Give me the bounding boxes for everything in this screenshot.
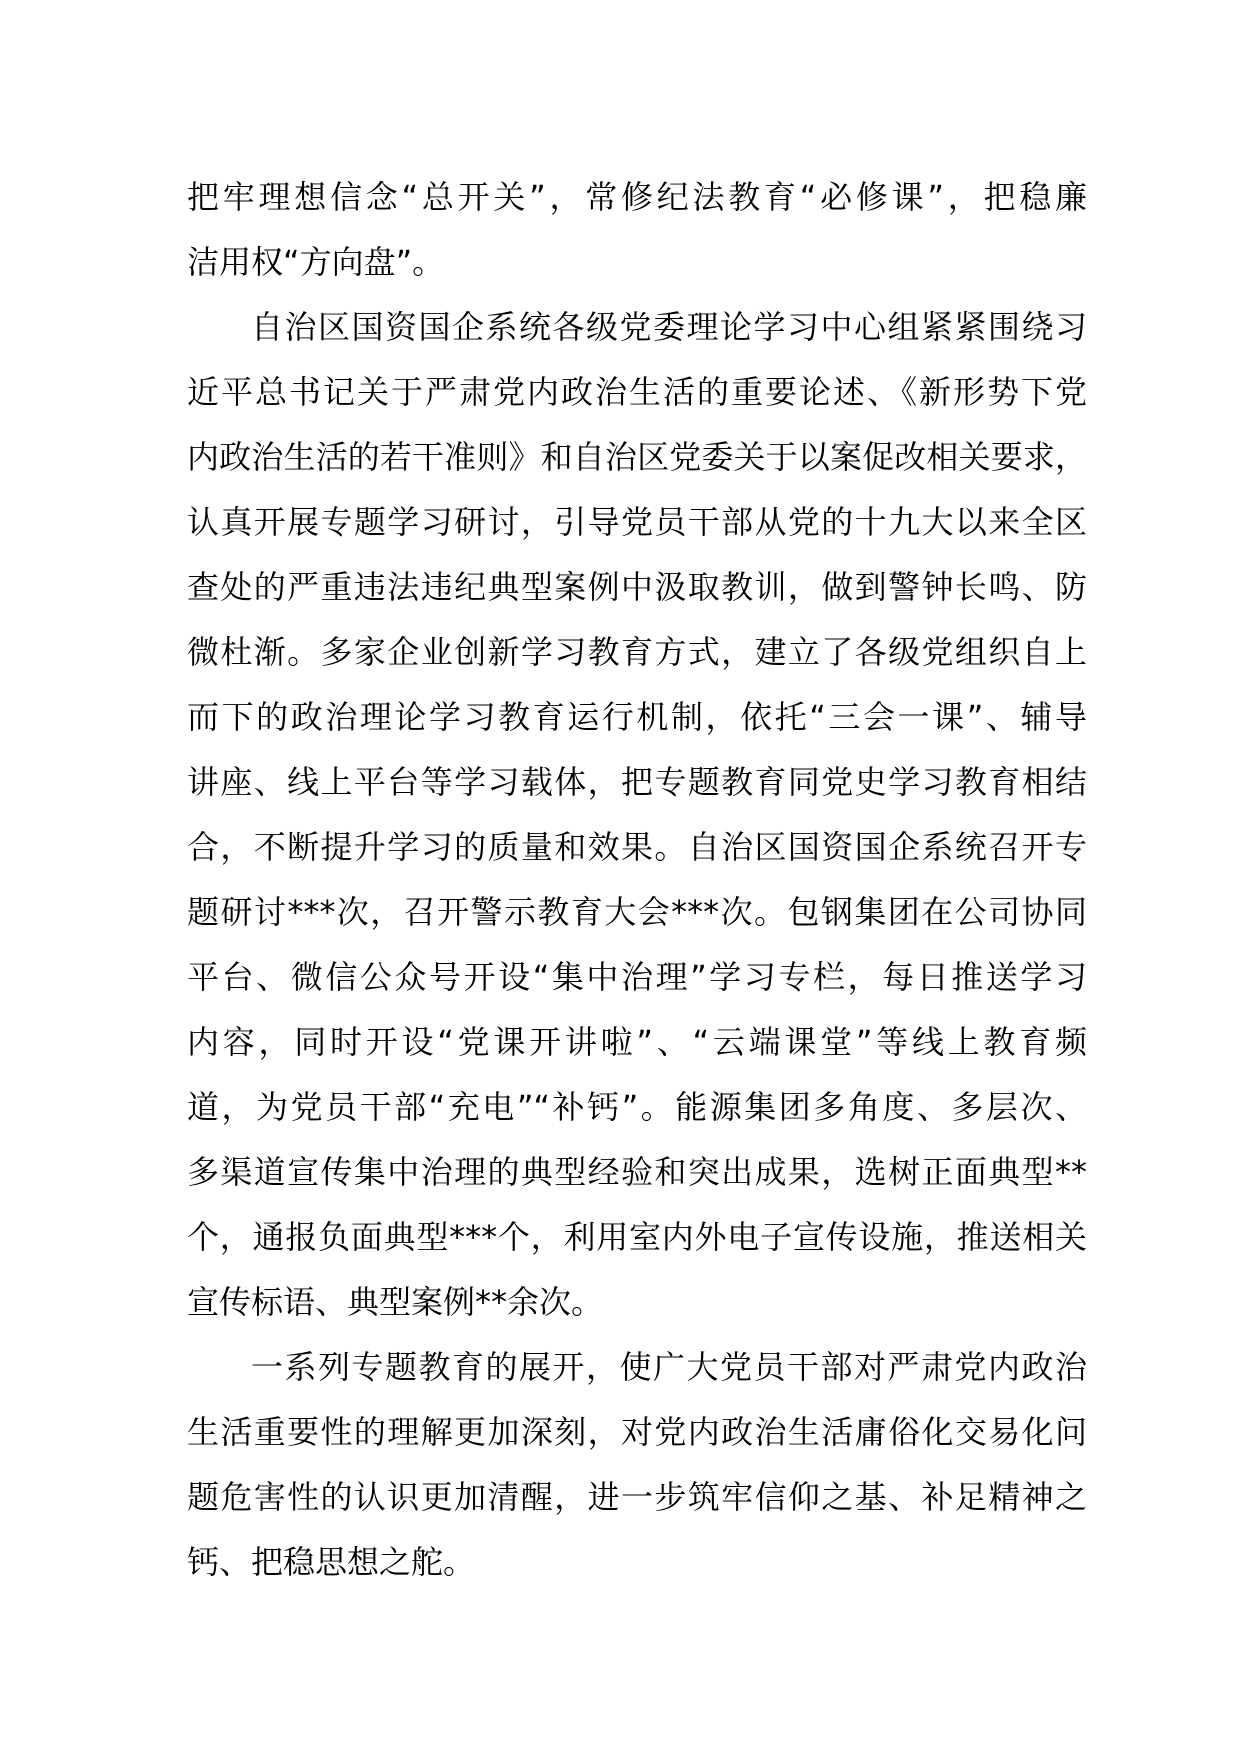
text-line: 认真开展专题学习研讨，引导党员干部从党的十九大以来全区 [187,503,1087,541]
text-line: 内政治生活的若干准则》和自治区党委关于以案促改相关要求， [187,438,1087,476]
text-line: 近平总书记关于严肃党内政治生活的重要论述、《新形势下党 [187,373,1087,411]
text-line: 把牢理想信念“总开关”，常修纪法教育“必修课”，把稳廉 [187,178,1087,216]
text-line: 一系列专题教育的展开，使广大党员干部对严肃党内政治 [251,1348,1087,1386]
text-line: 题研讨***次，召开警示教育大会***次。包钢集团在公司协同 [187,893,1087,931]
text-line: 而下的政治理论学习教育运行机制，依托“三会一课”、辅导 [187,698,1087,736]
text-line: 讲座、线上平台等学习载体，把专题教育同党史学习教育相结 [187,763,1087,801]
text-line: 查处的严重违法违纪典型案例中汲取教训，做到警钟长鸣、防 [187,568,1087,606]
text-line: 合，不断提升学习的质量和效果。自治区国资国企系统召开专 [187,828,1087,866]
text-line: 平台、微信公众号开设“集中治理”学习专栏，每日推送学习 [187,958,1087,996]
text-line: 道，为党员干部“充电”“补钙”。能源集团多角度、多层次、 [187,1088,1087,1126]
text-line: 自治区国资国企系统各级党委理论学习中心组紧紧围绕习 [251,308,1087,346]
text-line: 多渠道宣传集中治理的典型经验和突出成果，选树正面典型** [187,1153,1087,1191]
paragraph [187,1335,1087,1595]
text-line: 钙、把稳思想之舵。 [187,1543,476,1581]
text-line: 洁用权“方向盘”。 [187,243,445,281]
text-line: 题危害性的认识更加清醒，进一步筑牢信仰之基、补足精神之 [187,1478,1087,1516]
text-line: 宣传标语、典型案例**余次。 [187,1283,604,1321]
text-line: 微杜渐。多家企业创新学习教育方式，建立了各级党组织自上 [187,633,1087,671]
text-line: 内容，同时开设“党课开讲啦”、“云端课堂”等线上教育频 [187,1023,1087,1061]
text-line: 生活重要性的理解更加深刻，对党内政治生活庸俗化交易化问 [187,1413,1087,1451]
text-line: 个，通报负面典型***个，利用室内外电子宣传设施，推送相关 [187,1218,1087,1256]
paragraph [187,295,1087,1335]
document-body [187,165,1087,1595]
paragraph [187,165,1087,295]
